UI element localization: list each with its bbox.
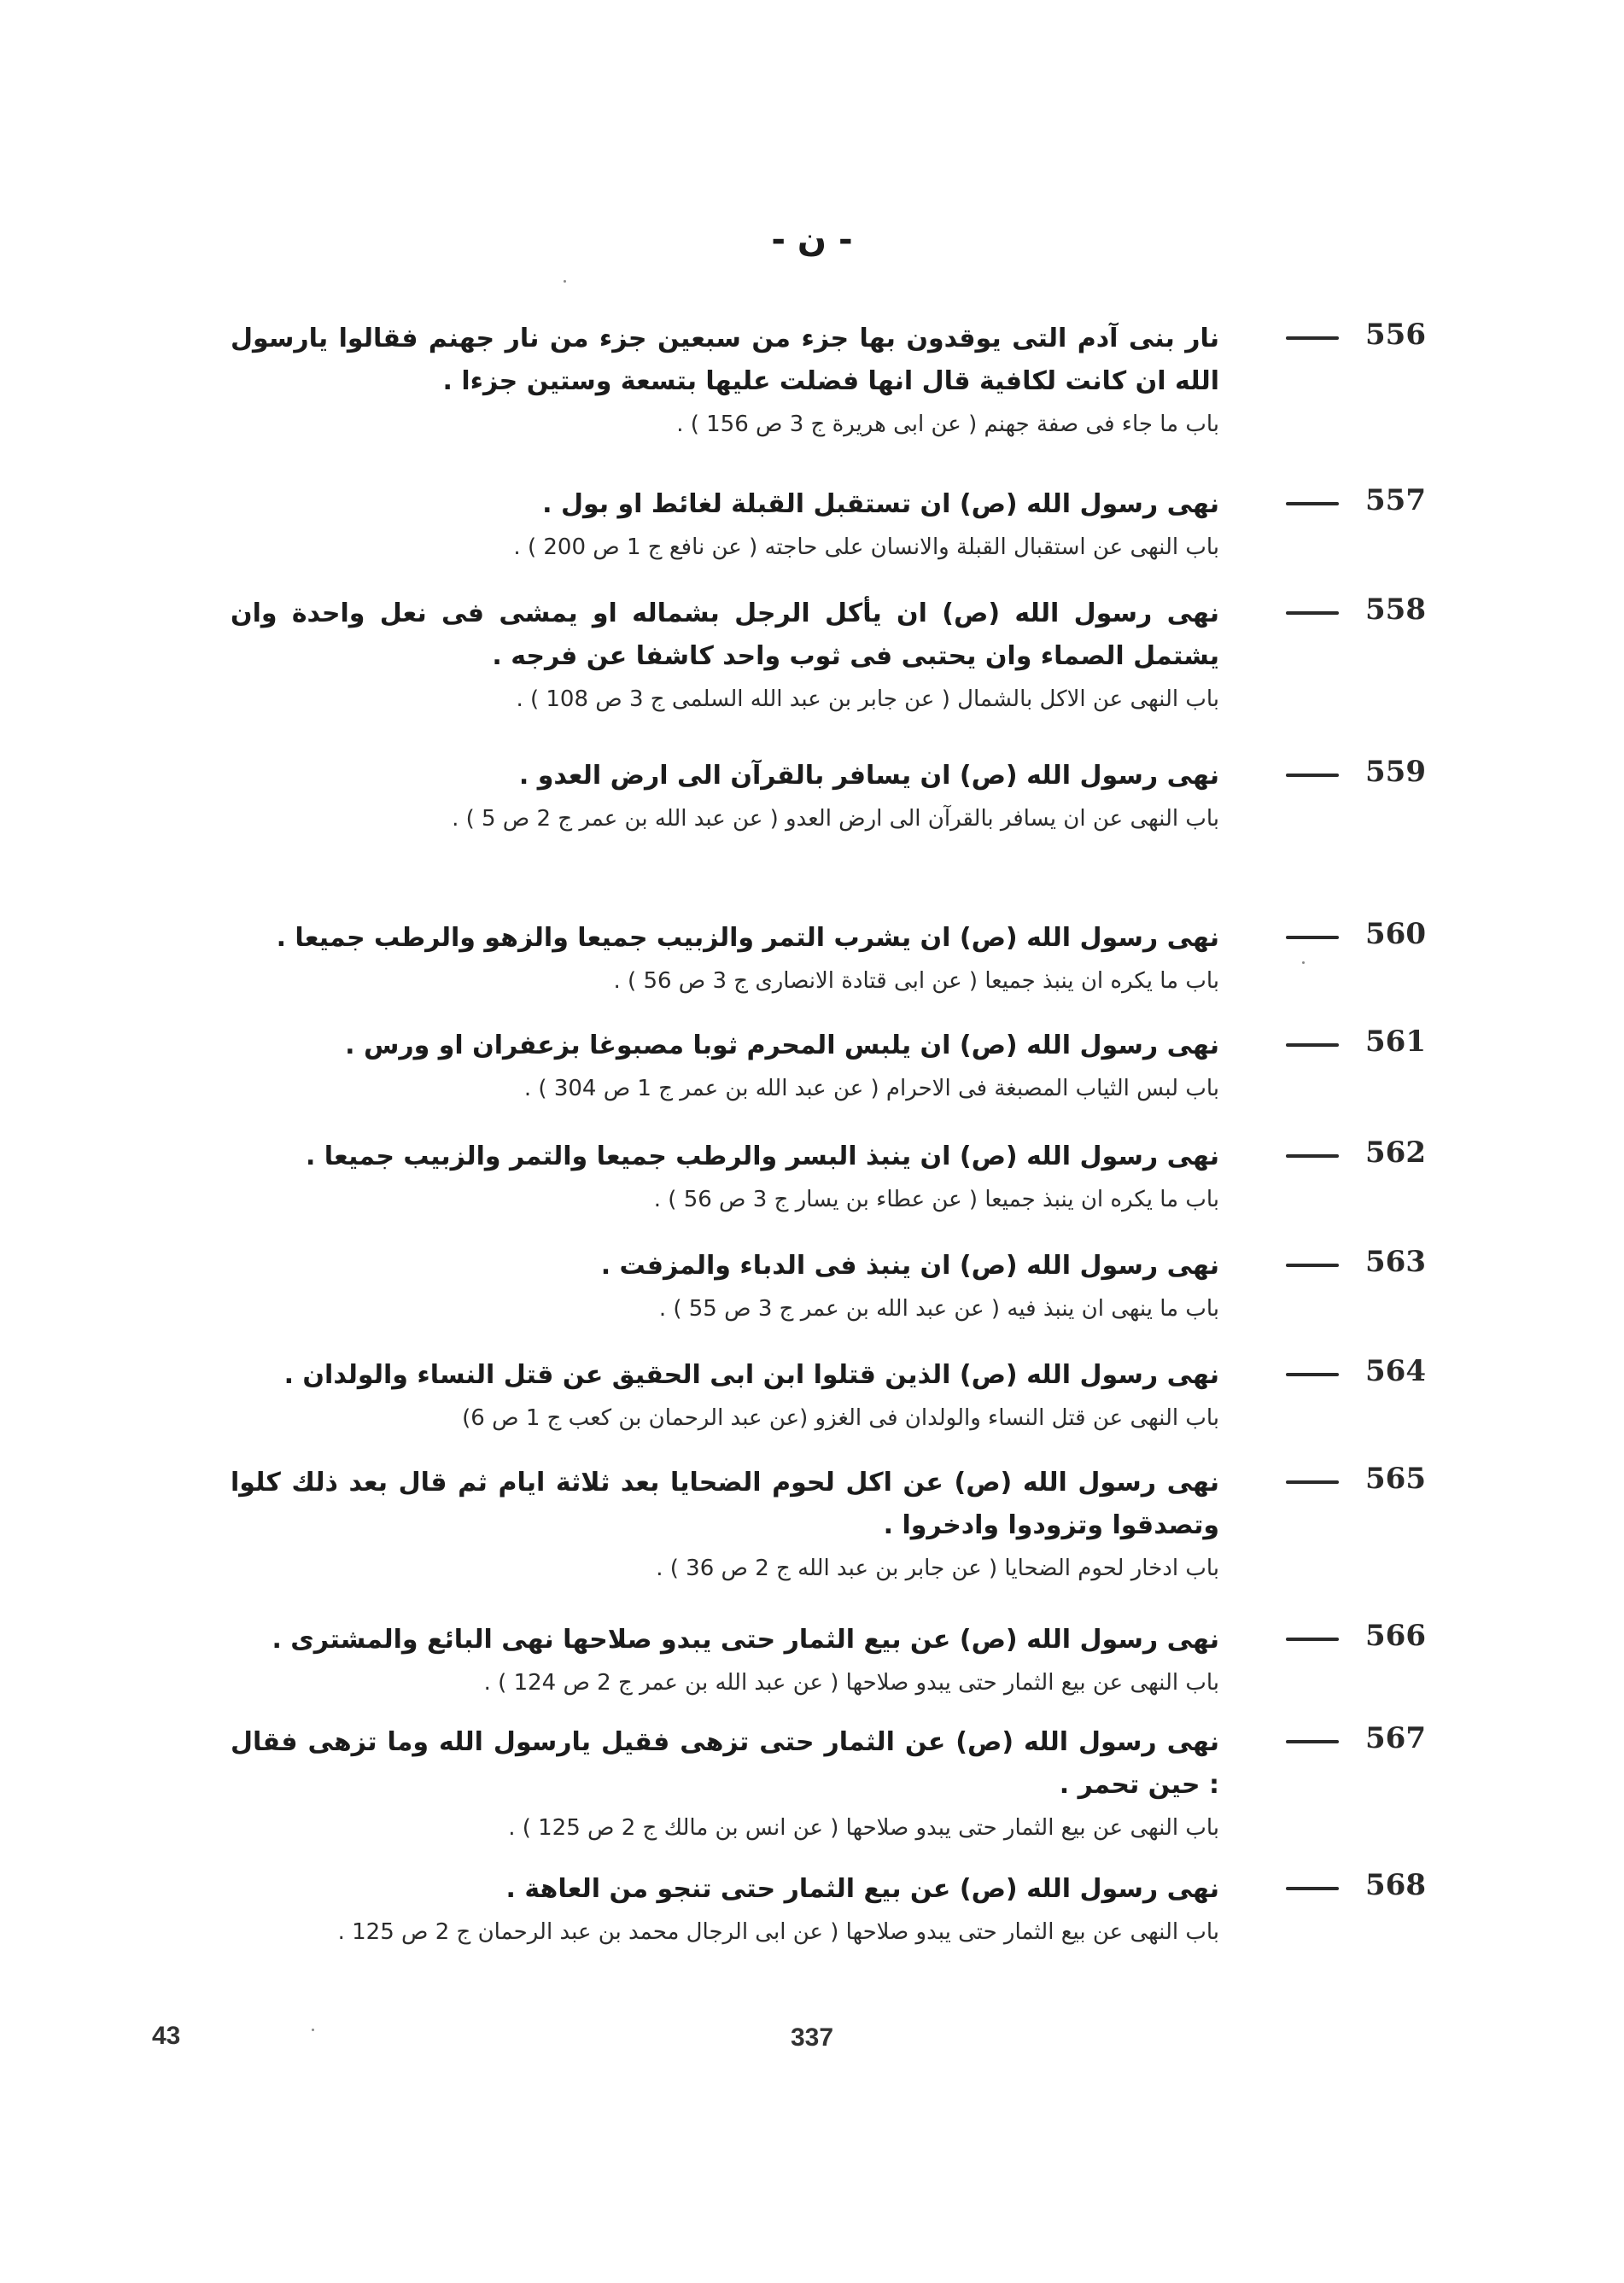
entry-dash bbox=[1286, 502, 1339, 505]
hadith-entry bbox=[231, 917, 1443, 1002]
entry-dash bbox=[1286, 774, 1339, 777]
entry-dash bbox=[1286, 1264, 1339, 1267]
entry-dash bbox=[1286, 611, 1339, 615]
entry-text: نهى رسول الله (ص) الذين قتلوا ابن ابى الحقيق عن قتل النساء والولدان . bbox=[283, 1360, 1219, 1390]
entry-dash bbox=[1286, 1480, 1339, 1484]
hadith-entry bbox=[231, 1245, 1443, 1330]
hadith-entry bbox=[231, 1868, 1443, 1953]
entry-number: 563 bbox=[1365, 1245, 1426, 1279]
section-heading: - ن - bbox=[771, 220, 853, 260]
hadith-entry bbox=[231, 755, 1443, 840]
entry-reference: باب النهى عن ان يسافر بالقرآن الى ارض العدو ( عن عبد الله بن عمر ج 2 ص 5 ) . bbox=[452, 806, 1219, 832]
entry-text: نهى رسول الله (ص) ان يسافر بالقرآن الى ارض العدو . bbox=[518, 761, 1219, 791]
entry-dash bbox=[1286, 1154, 1339, 1158]
entry-dash bbox=[1286, 1638, 1339, 1641]
entry-reference: باب ما جاء فى صفة جهنم ( عن ابى هريرة ج 3 ص 156 ) . bbox=[676, 412, 1219, 437]
entry-number: 556 bbox=[1365, 318, 1426, 352]
entry-number: 568 bbox=[1365, 1868, 1426, 1902]
entry-reference: باب ما يكره ان ينبذ جميعا ( عن عطاء بن يسار ج 3 ص 56 ) . bbox=[653, 1187, 1219, 1212]
entry-dash bbox=[1286, 1043, 1339, 1047]
entry-dash bbox=[1286, 936, 1339, 939]
entry-text: نهى رسول الله (ص) ان ينبذ البسر والرطب جميعا والتمر والزبيب جميعا . bbox=[305, 1142, 1219, 1171]
scan-speck bbox=[564, 280, 566, 283]
entry-number: 564 bbox=[1365, 1354, 1426, 1388]
entry-number: 561 bbox=[1365, 1025, 1426, 1059]
hadith-entry bbox=[231, 1136, 1443, 1221]
entry-reference: باب ما ينهى ان ينبذ فيه ( عن عبد الله بن عمر ج 3 ص 55 ) . bbox=[658, 1296, 1219, 1322]
entry-reference: باب ما يكره ان ينبذ جميعا ( عن ابى قتادة الانصارى ج 3 ص 56 ) . bbox=[613, 968, 1219, 994]
entry-number: 558 bbox=[1365, 593, 1426, 627]
entry-text: نهى رسول الله (ص) ان تستقبل القبلة لغائط او بول . bbox=[542, 489, 1219, 519]
entry-text: نهى رسول الله (ص) ان يأكل الرجل بشماله او يمشى فى نعل واحدة وان يشتمل الصماء وان يحتبى فى ثوب واحد كاشفا عن فرجه . bbox=[231, 598, 1219, 671]
entry-reference: باب النهى عن بيع الثمار حتى يبدو صلاحها ( عن ابى الرجال محمد بن عبد الرحمان ج 2 ص 125 . bbox=[337, 1919, 1219, 1945]
hadith-entry bbox=[231, 593, 1443, 721]
hadith-entry bbox=[231, 318, 1443, 446]
entry-number: 565 bbox=[1365, 1462, 1426, 1496]
entry-reference: باب ادخار لحوم الضحايا ( عن جابر بن عبد الله ج 2 ص 36 ) . bbox=[656, 1556, 1219, 1581]
scan-speck bbox=[1302, 961, 1305, 964]
entry-reference: باب لبس الثياب المصبغة فى الاحرام ( عن عبد الله بن عمر ج 1 ص 304 ) . bbox=[523, 1076, 1219, 1101]
page-number: 337 bbox=[790, 2023, 834, 2052]
footer-left-number: 43 bbox=[152, 2022, 181, 2050]
hadith-entry bbox=[231, 1619, 1443, 1704]
entry-dash bbox=[1286, 336, 1339, 340]
entry-text: نهى رسول الله (ص) ان ينبذ فى الدباء والمزفت . bbox=[600, 1251, 1219, 1281]
entry-dash bbox=[1286, 1373, 1339, 1376]
hadith-entry bbox=[231, 1462, 1443, 1590]
entry-number: 557 bbox=[1365, 483, 1426, 517]
entry-number: 562 bbox=[1365, 1136, 1426, 1170]
hadith-entry bbox=[231, 1025, 1443, 1110]
entry-number: 567 bbox=[1365, 1721, 1426, 1755]
entry-text: نهى رسول الله (ص) ان يشرب التمر والزبيب جميعا والزهو والرطب جميعا . bbox=[276, 923, 1219, 953]
entry-text: نهى رسول الله (ص) عن بيع الثمار حتى يبدو صلاحها نهى البائع والمشترى . bbox=[272, 1625, 1219, 1655]
entry-text: نهى رسول الله (ص) عن اكل لحوم الضحايا بعد ثلاثة ايام ثم قال بعد ذلك كلوا وتصدقوا وتزودوا وادخروا . bbox=[231, 1468, 1219, 1540]
entry-dash bbox=[1286, 1887, 1339, 1890]
entry-number: 560 bbox=[1365, 917, 1426, 951]
scan-speck bbox=[312, 2029, 314, 2031]
entry-text: نار بنى آدم التى يوقدون بها جزء من سبعين جزء من نار جهنم فقالوا يارسول الله ان كانت لكافية قال انها فضلت عليها بتسعة وستين جزءا . bbox=[231, 324, 1219, 396]
entry-reference: باب النهى عن الاكل بالشمال ( عن جابر بن عبد الله السلمى ج 3 ص 108 ) . bbox=[516, 686, 1219, 712]
entry-reference: باب النهى عن استقبال القبلة والانسان على حاجته ( عن نافع ج 1 ص 200 ) . bbox=[513, 534, 1219, 560]
entry-reference: باب النهى عن بيع الثمار حتى يبدو صلاحها ( عن عبد الله بن عمر ج 2 ص 124 ) . bbox=[483, 1670, 1219, 1696]
entry-reference: باب النهى عن بيع الثمار حتى يبدو صلاحها ( عن انس بن مالك ج 2 ص 125 ) . bbox=[508, 1815, 1219, 1841]
entry-text: نهى رسول الله (ص) ان يلبس المحرم ثوبا مصبوغا بزعفران او ورس . bbox=[345, 1031, 1219, 1060]
entry-number: 559 bbox=[1365, 755, 1426, 789]
entry-dash bbox=[1286, 1740, 1339, 1743]
hadith-entry bbox=[231, 483, 1443, 569]
entry-text: نهى رسول الله (ص) عن بيع الثمار حتى تنجو من العاهة . bbox=[505, 1874, 1219, 1904]
entry-reference: باب النهى عن قتل النساء والولدان فى الغزو (عن عبد الرحمان بن كعب ج 1 ص 6) bbox=[462, 1405, 1219, 1431]
hadith-entry bbox=[231, 1721, 1443, 1849]
entry-number: 566 bbox=[1365, 1619, 1426, 1653]
entry-text: نهى رسول الله (ص) عن الثمار حتى تزهى فقيل يارسول الله وما تزهى فقال : حين تحمر . bbox=[231, 1727, 1219, 1800]
hadith-entry bbox=[231, 1354, 1443, 1439]
